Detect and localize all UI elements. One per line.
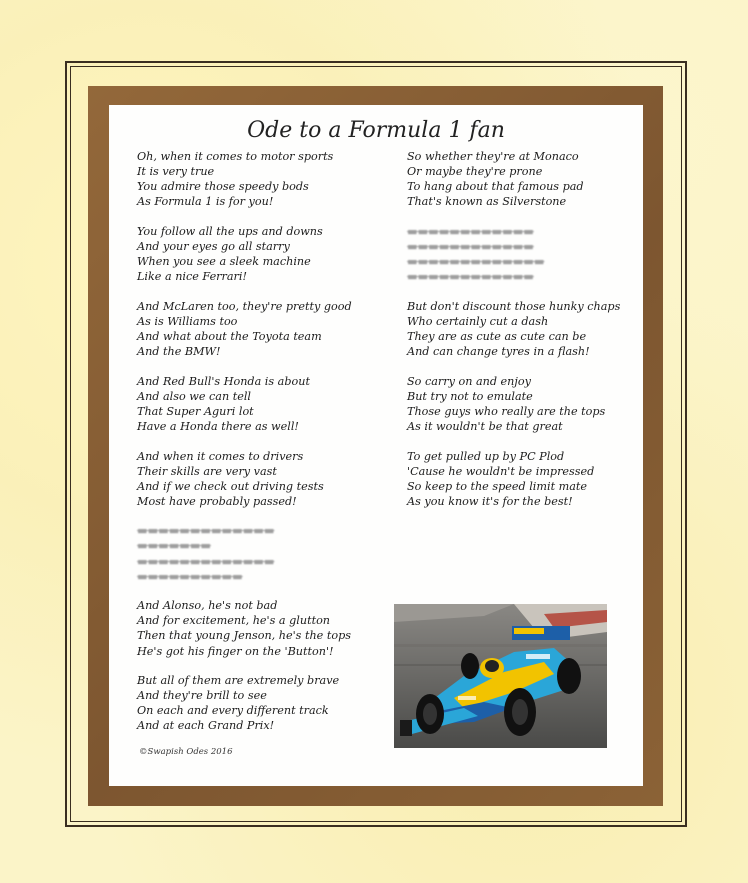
poem-line: But all of them are extremely brave	[137, 674, 340, 688]
stanza	[137, 374, 387, 434]
poem-line: And what about the Toyota team	[137, 329, 322, 343]
poem-line: To get pulled up by PC Plod	[407, 449, 565, 463]
poem-line: As you know it's for the best!	[407, 494, 573, 508]
poem-line: That's known as Silverstone	[407, 195, 567, 209]
poem-line: As is Williams too	[137, 314, 238, 328]
poem-line: And your eyes go all starry	[137, 239, 290, 253]
poem-line: To hang about that famous pad	[407, 180, 584, 194]
poem-line: On each and every different track	[137, 704, 329, 718]
poem-line: And Red Bull's Honda is about	[137, 374, 310, 388]
stanza	[137, 449, 387, 509]
poem-line: You follow all the ups and downs	[137, 224, 323, 238]
obscured-stanza	[137, 523, 387, 583]
poem-line: 'Cause he wouldn't be impressed	[407, 464, 595, 478]
right-column	[407, 149, 657, 523]
poem-line: When you see a sleek machine	[137, 255, 311, 269]
poem-line: Have a Honda there as well!	[137, 419, 299, 433]
poem-line: As it wouldn't be that great	[407, 419, 563, 433]
poem-title: Ode to a Formula 1 fan	[247, 118, 505, 143]
poem-line: Their skills are very vast	[137, 464, 277, 478]
poem-line: And if we check out driving tests	[137, 479, 324, 493]
poem-line: And also we can tell	[137, 389, 252, 403]
poem-line: So whether they're at Monaco	[407, 150, 579, 163]
poem-line: They are as cute as cute can be	[407, 329, 587, 343]
obscured-line: ▬▬▬▬▬▬▬▬▬▬▬▬	[407, 270, 534, 284]
stanza	[407, 449, 657, 509]
poem-line: And the BMW!	[137, 345, 221, 359]
poem-line: But try not to emulate	[407, 389, 533, 403]
obscured-line: ▬▬▬▬▬▬▬▬▬▬▬▬	[407, 224, 534, 238]
stanza	[137, 673, 387, 733]
poem-line: As Formula 1 is for you!	[137, 195, 274, 209]
poem-line: You admire those speedy bods	[137, 180, 309, 194]
poem-line: Like a nice Ferrari!	[137, 270, 247, 284]
stanza	[137, 598, 387, 658]
poem-line: And at each Grand Prix!	[137, 719, 275, 733]
poem-line: That Super Aguri lot	[137, 404, 254, 418]
obscured-line: ▬▬▬▬▬▬▬▬▬▬▬▬▬	[137, 524, 275, 538]
copyright-note: ©Swapish Odes 2016	[139, 747, 233, 757]
stanza	[137, 299, 387, 359]
poem-line: And can change tyres in a flash!	[407, 345, 590, 359]
poem-line: And for excitement, he's a glutton	[137, 614, 331, 628]
stanza	[407, 149, 657, 209]
poem-line: Most have probably passed!	[137, 494, 297, 508]
poem-line: Who certainly cut a dash	[407, 314, 549, 328]
poem-line: So carry on and enjoy	[407, 374, 531, 388]
poem-line: Those guys who really are the tops	[407, 404, 606, 418]
obscured-line: ▬▬▬▬▬▬▬	[137, 539, 211, 553]
stanza	[407, 374, 657, 434]
poem-line: And McLaren too, they're pretty good	[137, 299, 352, 313]
obscured-line: ▬▬▬▬▬▬▬▬▬▬▬▬	[407, 239, 534, 253]
poem-line: Oh, when it comes to motor sports	[137, 150, 334, 163]
poem-line: Then that young Jenson, he's the tops	[137, 629, 351, 643]
obscured-stanza	[407, 224, 657, 284]
obscured-line: ▬▬▬▬▬▬▬▬▬▬	[137, 569, 243, 583]
poem-line: So keep to the speed limit mate	[407, 479, 588, 493]
poem-line: And when it comes to drivers	[137, 449, 304, 463]
poem-line: Or maybe they're prone	[407, 165, 543, 179]
poem-line: It is very true	[137, 165, 215, 179]
formula-1-car-photo	[394, 604, 607, 748]
obscured-line: ▬▬▬▬▬▬▬▬▬▬▬▬▬	[407, 255, 545, 269]
poem-line: But don't discount those hunky chaps	[407, 299, 621, 313]
poem-line: He's got his finger on the 'Button'!	[137, 644, 334, 658]
poem-line: And they're brill to see	[137, 689, 267, 703]
obscured-line: ▬▬▬▬▬▬▬▬▬▬▬▬▬	[137, 554, 275, 568]
stanza	[137, 149, 387, 209]
stanza	[137, 224, 387, 284]
poem-sheet	[109, 105, 643, 786]
left-column	[137, 149, 387, 748]
poem-line: And Alonso, he's not bad	[137, 599, 278, 613]
stanza	[407, 299, 657, 359]
